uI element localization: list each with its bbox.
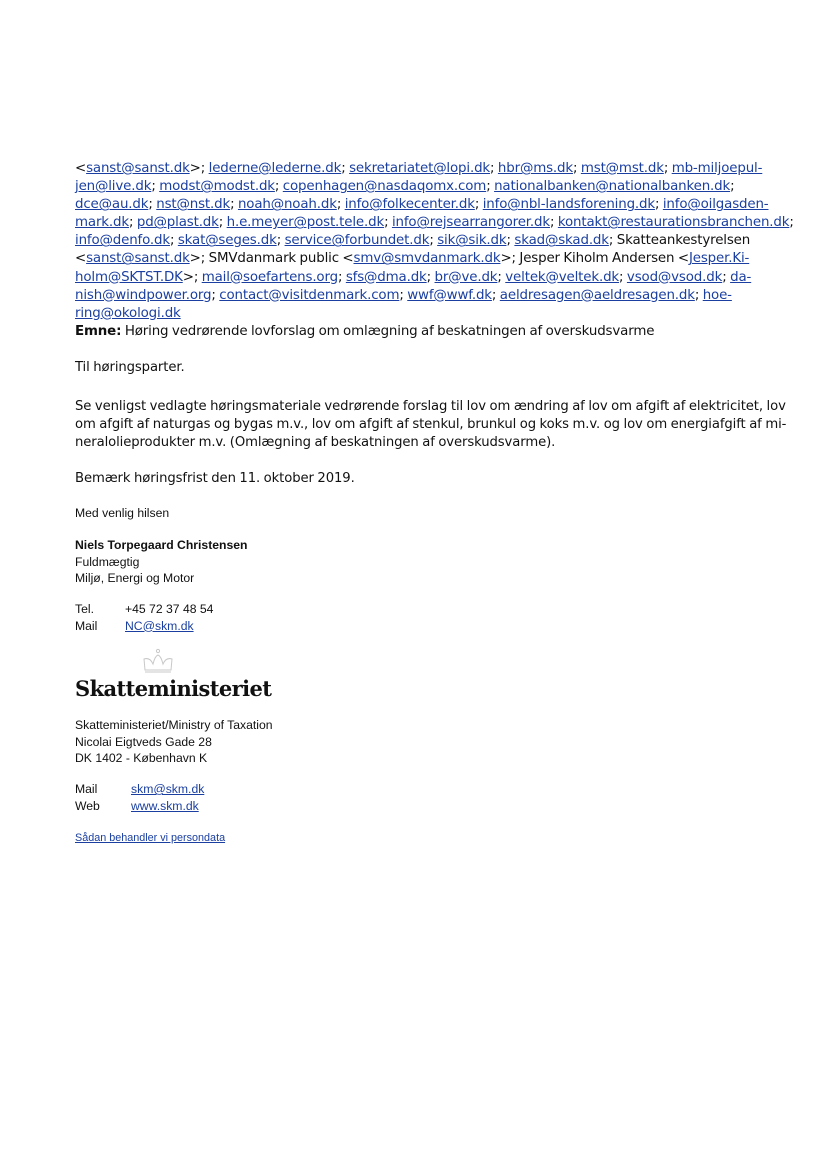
recipient-text: ;	[694, 287, 703, 303]
recipients-line	[75, 269, 765, 287]
crown-icon	[141, 648, 175, 674]
greeting: Til høringsparter.	[75, 360, 185, 375]
org-mail-link[interactable]: skm@skm.dk	[131, 782, 205, 796]
recipient-email-link[interactable]: info@oilgasden-	[662, 197, 769, 213]
recipient-email-link[interactable]: sekretariatet@lopi.dk	[349, 161, 491, 176]
recipient-text: ;	[276, 233, 285, 249]
recipient-text: >; Jesper Kiholm Andersen <	[500, 251, 689, 267]
recipients-line	[75, 160, 765, 178]
recipient-text: ;	[399, 287, 408, 303]
tel-value: +45 72 37 48 54	[125, 602, 214, 616]
recipient-email-link[interactable]: service@forbundet.dk	[284, 233, 430, 249]
recipient-email-link[interactable]: lederne@lederne.dk	[208, 161, 342, 176]
recipient-email-link[interactable]: ring@okologi.dk	[75, 305, 181, 321]
recipient-text: ;	[169, 233, 178, 249]
recipient-text: ;	[491, 287, 500, 303]
recipient-text: ;	[789, 215, 794, 231]
org-mail-row	[75, 781, 204, 798]
recipient-email-link[interactable]: info@nbl-landsforening.dk	[482, 197, 655, 213]
contact-block	[75, 601, 213, 634]
recipient-email-link[interactable]: info@denfo.dk	[75, 233, 170, 249]
recipients-line	[75, 287, 765, 305]
recipient-email-link[interactable]: hoe-	[702, 287, 732, 303]
recipient-email-link[interactable]: vsod@vsod.dk	[626, 269, 723, 285]
recipient-email-link[interactable]: mst@mst.dk	[580, 161, 664, 176]
recipient-email-link[interactable]: aeldresagen@aeldresagen.dk	[499, 287, 695, 303]
paragraph-line: neralolieprodukter m.v. (Omlægning af beskatningen af overskudsvarme).	[75, 435, 556, 450]
recipient-text: ;	[151, 179, 160, 195]
recipient-text: ;	[218, 215, 227, 231]
org-mail-label: Mail	[75, 782, 98, 796]
mail-label: Mail	[75, 618, 98, 633]
recipient-text: ; Skatteankestyrelsen	[608, 233, 751, 249]
org-web-row	[75, 798, 204, 815]
recipient-text: ;	[663, 161, 672, 176]
recipients-line	[75, 250, 765, 268]
recipient-email-link[interactable]: wwf@wwf.dk	[407, 287, 492, 303]
recipient-email-link[interactable]: pd@plast.dk	[136, 215, 219, 231]
recipient-email-link[interactable]: contact@visitdenmark.com	[219, 287, 400, 303]
privacy-row	[75, 828, 225, 846]
subject-line	[75, 323, 765, 341]
recipients-line	[75, 214, 794, 232]
recipient-email-link[interactable]: info@rejsearrangorer.dk	[391, 215, 550, 231]
recipient-text: ;	[230, 197, 238, 213]
recipients-block	[75, 160, 794, 341]
signer-name: Niels Torpegaard Christensen	[75, 538, 248, 552]
recipient-text: >;	[189, 161, 209, 176]
recipient-text: ;	[619, 269, 627, 285]
recipients-line	[75, 305, 765, 323]
recipient-text: ;	[654, 197, 663, 213]
recipient-email-link[interactable]: jen@live.dk	[75, 179, 152, 195]
recipient-text: ;	[549, 215, 558, 231]
recipient-email-link[interactable]: modst@modst.dk	[159, 179, 275, 195]
recipient-text: ;	[336, 197, 345, 213]
recipient-text: ;	[722, 269, 731, 285]
recipient-email-link[interactable]: mb-miljoepul-	[671, 161, 763, 176]
org-city: DK 1402 - København K	[75, 751, 208, 765]
recipients-list	[75, 160, 794, 323]
recipient-email-link[interactable]: holm@SKTST.DK	[75, 269, 183, 285]
recipient-text: ;	[730, 179, 735, 195]
recipient-email-link[interactable]: dce@au.dk	[75, 197, 149, 213]
recipient-text: <	[75, 161, 87, 176]
recipient-email-link[interactable]: kontakt@restaurationsbranchen.dk	[557, 215, 790, 231]
recipient-email-link[interactable]: copenhagen@nasdaqomx.com	[282, 179, 487, 195]
deadline-note: Bemærk høringsfrist den 11. oktober 2019.	[75, 471, 355, 486]
org-contact	[75, 781, 204, 814]
recipient-email-link[interactable]: br@ve.dk	[434, 269, 498, 285]
signer-department: Miljø, Energi og Motor	[75, 571, 195, 585]
recipient-email-link[interactable]: nationalbanken@nationalbanken.dk	[494, 179, 731, 195]
recipient-email-link[interactable]: info@folkecenter.dk	[344, 197, 475, 213]
recipient-text: ;	[497, 269, 506, 285]
recipient-email-link[interactable]: smv@smvdanmark.dk	[353, 251, 501, 267]
recipient-text: ;	[384, 215, 392, 231]
privacy-link[interactable]: Sådan behandler vi persondata	[75, 832, 226, 844]
mail-row	[75, 618, 213, 635]
recipient-text: ;	[341, 161, 350, 176]
signer-title: Fuldmægtig	[75, 554, 140, 569]
signature-block	[75, 537, 247, 587]
logo-wordmark: Skatteministeriet	[75, 676, 272, 701]
recipient-email-link[interactable]: sik@sik.dk	[437, 233, 507, 249]
recipient-email-link[interactable]: mark.dk	[75, 215, 129, 231]
recipient-text: ;	[486, 179, 495, 195]
recipient-email-link[interactable]: skad@skad.dk	[514, 233, 609, 249]
recipient-text: ;	[148, 197, 157, 213]
org-web-link[interactable]: www.skm.dk	[131, 798, 199, 813]
recipient-text: ;	[490, 161, 498, 176]
tel-label: Tel.	[75, 602, 94, 616]
recipient-text: ;	[474, 197, 483, 213]
subject-text: Høring vedrørende lovforslag om omlægning af beskatningen af overskudsvarme	[121, 323, 655, 339]
org-address	[75, 717, 273, 767]
mail-link[interactable]: NC@skm.dk	[125, 618, 194, 633]
recipient-email-link[interactable]: Jesper.Ki-	[688, 251, 750, 267]
recipient-email-link[interactable]: noah@noah.dk	[237, 197, 337, 213]
recipient-text: ;	[337, 269, 346, 285]
tel-row	[75, 601, 213, 618]
recipient-email-link[interactable]: nst@nst.dk	[156, 197, 231, 213]
recipients-line	[75, 178, 765, 196]
recipient-email-link[interactable]: da-	[730, 269, 752, 285]
recipient-text: ;	[426, 269, 435, 285]
paragraph-line: Se venligst vedlagte høringsmateriale vedrørende forslag til lov om ændring af lov om afgift af elektricitet, lov	[75, 399, 786, 414]
recipient-text: ;	[128, 215, 137, 231]
org-web-label: Web	[75, 798, 100, 813]
recipient-email-link[interactable]: nish@windpower.org	[75, 287, 212, 303]
org-name: Skatteministeriet/Ministry of Taxation	[75, 718, 273, 732]
recipients-line	[75, 196, 769, 214]
recipient-email-link[interactable]: h.e.meyer@post.tele.dk	[226, 215, 385, 231]
recipient-email-link[interactable]: sanst@sanst.dk	[86, 161, 190, 176]
recipient-email-link[interactable]: skat@seges.dk	[177, 233, 277, 249]
org-street: Nicolai Eigtveds Gade 28	[75, 734, 212, 749]
recipient-text: >; SMVdanmark public <	[189, 251, 354, 267]
recipient-text: ;	[274, 179, 283, 195]
recipient-email-link[interactable]: veltek@veltek.dk	[505, 269, 620, 285]
recipient-text: ;	[429, 233, 438, 249]
subject-label: Emne:	[75, 323, 122, 339]
recipient-email-link[interactable]: sanst@sanst.dk	[86, 251, 190, 267]
recipient-text: ;	[506, 233, 515, 249]
recipient-email-link[interactable]: sfs@dma.dk	[345, 269, 427, 285]
body-paragraph	[75, 398, 787, 452]
recipient-text: ;	[572, 161, 581, 176]
recipient-text: <	[75, 251, 87, 267]
recipient-email-link[interactable]: mail@soefartens.org	[201, 269, 338, 285]
recipients-line	[75, 232, 765, 250]
recipient-text: ;	[211, 287, 220, 303]
paragraph-line: om afgift af naturgas og bygas m.v., lov om afgift af stenkul, brunkul og koks m.v. og lov om energiafgift af mi-	[75, 417, 787, 432]
recipient-text: >;	[182, 269, 202, 285]
closing: Med venlig hilsen	[75, 506, 170, 520]
recipient-email-link[interactable]: hbr@ms.dk	[497, 161, 573, 176]
